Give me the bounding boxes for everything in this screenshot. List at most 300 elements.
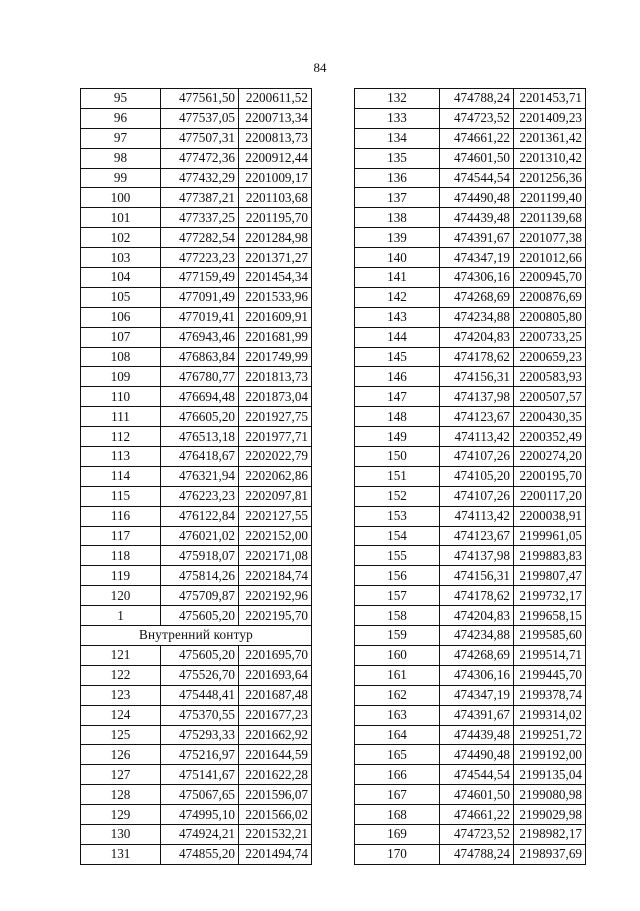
point-number-cell: 165	[355, 745, 440, 765]
y-coordinate-cell: 2199961,05	[514, 526, 586, 546]
point-number-cell: 116	[81, 506, 161, 526]
table-row	[81, 208, 312, 228]
y-coordinate-cell: 2201749,99	[239, 347, 312, 367]
x-coordinate-cell: 477537,05	[161, 108, 239, 128]
x-coordinate-cell: 476223,23	[161, 486, 239, 506]
table-row	[81, 506, 312, 526]
y-coordinate-cell: 2200876,69	[514, 287, 586, 307]
point-number-cell: 161	[355, 665, 440, 685]
point-number-cell: 124	[81, 705, 161, 725]
point-number-cell: 112	[81, 427, 161, 447]
x-coordinate-cell: 475141,67	[161, 765, 239, 785]
point-number-cell: 107	[81, 327, 161, 347]
x-coordinate-cell: 475067,65	[161, 785, 239, 805]
point-number-cell: 105	[81, 287, 161, 307]
point-number-cell: 128	[81, 785, 161, 805]
table-row	[81, 606, 312, 626]
x-coordinate-cell: 474123,67	[440, 407, 514, 427]
x-coordinate-cell: 474178,62	[440, 347, 514, 367]
y-coordinate-cell: 2200659,23	[514, 347, 586, 367]
table-row	[81, 824, 312, 844]
x-coordinate-cell: 475709,87	[161, 586, 239, 606]
x-coordinate-cell: 474601,50	[440, 785, 514, 805]
y-coordinate-cell: 2201256,36	[514, 168, 586, 188]
x-coordinate-cell: 476863,84	[161, 347, 239, 367]
y-coordinate-cell: 2202171,08	[239, 546, 312, 566]
point-number-cell: 132	[355, 89, 440, 109]
table-row	[81, 128, 312, 148]
y-coordinate-cell: 2201609,91	[239, 307, 312, 327]
point-number-cell: 166	[355, 765, 440, 785]
x-coordinate-cell: 474661,22	[440, 128, 514, 148]
y-coordinate-cell: 2202152,00	[239, 526, 312, 546]
y-coordinate-cell: 2201195,70	[239, 208, 312, 228]
y-coordinate-cell: 2201681,99	[239, 327, 312, 347]
table-row	[81, 407, 312, 427]
point-number-cell: 164	[355, 725, 440, 745]
point-number-cell: 141	[355, 268, 440, 288]
y-coordinate-cell: 2201012,66	[514, 248, 586, 268]
table-row	[81, 805, 312, 825]
table-row	[355, 785, 586, 805]
point-number-cell: 121	[81, 645, 161, 665]
x-coordinate-cell: 475370,55	[161, 705, 239, 725]
table-row	[81, 268, 312, 288]
y-coordinate-cell: 2200713,34	[239, 108, 312, 128]
point-number-cell: 122	[81, 665, 161, 685]
table-row	[355, 685, 586, 705]
point-number-cell: 100	[81, 188, 161, 208]
point-number-cell: 135	[355, 148, 440, 168]
y-coordinate-cell: 2199658,15	[514, 606, 586, 626]
x-coordinate-cell: 474661,22	[440, 805, 514, 825]
table-row	[355, 526, 586, 546]
point-number-cell: 1	[81, 606, 161, 626]
y-coordinate-cell: 2199251,72	[514, 725, 586, 745]
point-number-cell: 160	[355, 645, 440, 665]
x-coordinate-cell: 476605,20	[161, 407, 239, 427]
x-coordinate-cell: 477159,49	[161, 268, 239, 288]
x-coordinate-cell: 477091,49	[161, 287, 239, 307]
table-row	[355, 506, 586, 526]
x-coordinate-cell: 475605,20	[161, 645, 239, 665]
y-coordinate-cell: 2199585,60	[514, 626, 586, 646]
table-row	[81, 427, 312, 447]
table-row	[81, 307, 312, 327]
point-number-cell: 133	[355, 108, 440, 128]
point-number-cell: 167	[355, 785, 440, 805]
table-row	[355, 248, 586, 268]
y-coordinate-cell: 2201454,34	[239, 268, 312, 288]
point-number-cell: 159	[355, 626, 440, 646]
x-coordinate-cell: 477507,31	[161, 128, 239, 148]
x-coordinate-cell: 477561,50	[161, 89, 239, 109]
x-coordinate-cell: 474490,48	[440, 745, 514, 765]
y-coordinate-cell: 2198937,69	[514, 844, 586, 864]
x-coordinate-cell: 474788,24	[440, 844, 514, 864]
x-coordinate-cell: 474601,50	[440, 148, 514, 168]
y-coordinate-cell: 2201695,70	[239, 645, 312, 665]
table-row	[355, 665, 586, 685]
y-coordinate-cell: 2200117,20	[514, 486, 586, 506]
point-number-cell: 98	[81, 148, 161, 168]
point-number-cell: 154	[355, 526, 440, 546]
x-coordinate-cell: 474105,20	[440, 466, 514, 486]
point-number-cell: 148	[355, 407, 440, 427]
point-number-cell: 144	[355, 327, 440, 347]
x-coordinate-cell: 477019,41	[161, 307, 239, 327]
x-coordinate-cell: 474788,24	[440, 89, 514, 109]
table-row	[81, 367, 312, 387]
point-number-cell: 170	[355, 844, 440, 864]
y-coordinate-cell: 2199378,74	[514, 685, 586, 705]
point-number-cell: 113	[81, 447, 161, 467]
point-number-cell: 143	[355, 307, 440, 327]
x-coordinate-cell: 476780,77	[161, 367, 239, 387]
table-row	[81, 108, 312, 128]
x-coordinate-cell: 476694,48	[161, 387, 239, 407]
x-coordinate-cell: 474107,26	[440, 486, 514, 506]
point-number-cell: 115	[81, 486, 161, 506]
table-row	[355, 606, 586, 626]
point-number-cell: 126	[81, 745, 161, 765]
table-row	[81, 645, 312, 665]
table-row	[81, 327, 312, 347]
y-coordinate-cell: 2201284,98	[239, 228, 312, 248]
x-coordinate-cell: 475216,97	[161, 745, 239, 765]
x-coordinate-cell: 474178,62	[440, 586, 514, 606]
y-coordinate-cell: 2201361,42	[514, 128, 586, 148]
y-coordinate-cell: 2201494,74	[239, 844, 312, 864]
point-number-cell: 129	[81, 805, 161, 825]
point-number-cell: 120	[81, 586, 161, 606]
point-number-cell: 142	[355, 287, 440, 307]
point-number-cell: 163	[355, 705, 440, 725]
y-coordinate-cell: 2201077,38	[514, 228, 586, 248]
x-coordinate-cell: 474544,54	[440, 168, 514, 188]
point-number-cell: 134	[355, 128, 440, 148]
y-coordinate-cell: 2202062,86	[239, 466, 312, 486]
y-coordinate-cell: 2200805,80	[514, 307, 586, 327]
point-number-cell: 136	[355, 168, 440, 188]
table-row	[355, 168, 586, 188]
table-row	[355, 367, 586, 387]
page-number: 84	[313, 60, 327, 75]
y-coordinate-cell: 2201622,28	[239, 765, 312, 785]
table-row	[355, 148, 586, 168]
x-coordinate-cell: 474391,67	[440, 705, 514, 725]
section-title: Внутренний контур	[81, 626, 312, 646]
x-coordinate-cell: 474268,69	[440, 645, 514, 665]
y-coordinate-cell: 2199314,02	[514, 705, 586, 725]
table-row	[355, 307, 586, 327]
x-coordinate-cell: 475918,07	[161, 546, 239, 566]
y-coordinate-cell: 2202184,74	[239, 566, 312, 586]
y-coordinate-cell: 2202127,55	[239, 506, 312, 526]
y-coordinate-cell: 2200611,52	[239, 89, 312, 109]
table-row	[81, 466, 312, 486]
y-coordinate-cell: 2200583,93	[514, 367, 586, 387]
point-number-cell: 130	[81, 824, 161, 844]
coordinates-table-left-body	[81, 89, 312, 865]
point-number-cell: 140	[355, 248, 440, 268]
x-coordinate-cell: 476943,46	[161, 327, 239, 347]
y-coordinate-cell: 2201687,48	[239, 685, 312, 705]
x-coordinate-cell: 474439,48	[440, 208, 514, 228]
table-row	[355, 824, 586, 844]
point-number-cell: 99	[81, 168, 161, 188]
table-row	[81, 387, 312, 407]
y-coordinate-cell: 2201677,23	[239, 705, 312, 725]
table-row	[355, 546, 586, 566]
point-number-cell: 125	[81, 725, 161, 745]
table-row	[355, 765, 586, 785]
x-coordinate-cell: 474347,19	[440, 685, 514, 705]
table-row	[81, 725, 312, 745]
point-number-cell: 118	[81, 546, 161, 566]
table-row	[355, 407, 586, 427]
point-number-cell: 137	[355, 188, 440, 208]
y-coordinate-cell: 2198982,17	[514, 824, 586, 844]
x-coordinate-cell: 474439,48	[440, 725, 514, 745]
x-coordinate-cell: 474347,19	[440, 248, 514, 268]
point-number-cell: 169	[355, 824, 440, 844]
table-row	[81, 705, 312, 725]
x-coordinate-cell: 474544,54	[440, 765, 514, 785]
x-coordinate-cell: 474204,83	[440, 606, 514, 626]
x-coordinate-cell: 474204,83	[440, 327, 514, 347]
table-row	[355, 745, 586, 765]
x-coordinate-cell: 474490,48	[440, 188, 514, 208]
table-row	[355, 447, 586, 467]
table-row	[355, 128, 586, 148]
x-coordinate-cell: 475526,70	[161, 665, 239, 685]
x-coordinate-cell: 477282,54	[161, 228, 239, 248]
x-coordinate-cell: 474268,69	[440, 287, 514, 307]
x-coordinate-cell: 474113,42	[440, 427, 514, 447]
y-coordinate-cell: 2201644,59	[239, 745, 312, 765]
table-row	[355, 626, 586, 646]
y-coordinate-cell: 2202022,79	[239, 447, 312, 467]
point-number-cell: 101	[81, 208, 161, 228]
point-number-cell: 103	[81, 248, 161, 268]
point-number-cell: 96	[81, 108, 161, 128]
coordinates-table-right	[354, 88, 586, 865]
point-number-cell: 158	[355, 606, 440, 626]
table-row	[81, 447, 312, 467]
y-coordinate-cell: 2201662,92	[239, 725, 312, 745]
x-coordinate-cell: 477223,23	[161, 248, 239, 268]
x-coordinate-cell: 477337,25	[161, 208, 239, 228]
table-row	[81, 188, 312, 208]
y-coordinate-cell: 2202192,96	[239, 586, 312, 606]
table-row	[355, 586, 586, 606]
table-row	[355, 287, 586, 307]
y-coordinate-cell: 2201532,21	[239, 824, 312, 844]
y-coordinate-cell: 2201371,27	[239, 248, 312, 268]
table-row	[355, 347, 586, 367]
x-coordinate-cell: 475293,33	[161, 725, 239, 745]
y-coordinate-cell: 2200813,73	[239, 128, 312, 148]
table-row	[355, 268, 586, 288]
y-coordinate-cell: 2199883,83	[514, 546, 586, 566]
y-coordinate-cell: 2200507,57	[514, 387, 586, 407]
y-coordinate-cell: 2199192,00	[514, 745, 586, 765]
y-coordinate-cell: 2201927,75	[239, 407, 312, 427]
point-number-cell: 152	[355, 486, 440, 506]
x-coordinate-cell: 474855,20	[161, 844, 239, 864]
table-row	[81, 148, 312, 168]
y-coordinate-cell: 2201103,68	[239, 188, 312, 208]
point-number-cell: 104	[81, 268, 161, 288]
point-number-cell: 108	[81, 347, 161, 367]
y-coordinate-cell: 2201310,42	[514, 148, 586, 168]
table-row	[81, 546, 312, 566]
table-row	[81, 785, 312, 805]
table-row	[355, 208, 586, 228]
x-coordinate-cell: 474113,42	[440, 506, 514, 526]
x-coordinate-cell: 476418,67	[161, 447, 239, 467]
point-number-cell: 110	[81, 387, 161, 407]
y-coordinate-cell: 2199807,47	[514, 566, 586, 586]
point-number-cell: 153	[355, 506, 440, 526]
table-row	[81, 665, 312, 685]
x-coordinate-cell: 477432,29	[161, 168, 239, 188]
point-number-cell: 114	[81, 466, 161, 486]
table-row	[355, 566, 586, 586]
point-number-cell: 111	[81, 407, 161, 427]
x-coordinate-cell: 474723,52	[440, 824, 514, 844]
table-row	[81, 844, 312, 864]
y-coordinate-cell: 2200352,49	[514, 427, 586, 447]
table-row	[81, 566, 312, 586]
x-coordinate-cell: 474995,10	[161, 805, 239, 825]
x-coordinate-cell: 474306,16	[440, 268, 514, 288]
y-coordinate-cell: 2201199,40	[514, 188, 586, 208]
x-coordinate-cell: 474391,67	[440, 228, 514, 248]
y-coordinate-cell: 2200038,91	[514, 506, 586, 526]
x-coordinate-cell: 474234,88	[440, 307, 514, 327]
point-number-cell: 119	[81, 566, 161, 586]
point-number-cell: 106	[81, 307, 161, 327]
x-coordinate-cell: 475605,20	[161, 606, 239, 626]
x-coordinate-cell: 474137,98	[440, 387, 514, 407]
point-number-cell: 117	[81, 526, 161, 546]
table-row	[81, 586, 312, 606]
table-row	[355, 466, 586, 486]
y-coordinate-cell: 2201977,71	[239, 427, 312, 447]
table-row	[355, 705, 586, 725]
table-row	[355, 844, 586, 864]
x-coordinate-cell: 474156,31	[440, 367, 514, 387]
x-coordinate-cell: 474156,31	[440, 566, 514, 586]
table-row	[81, 347, 312, 367]
y-coordinate-cell: 2200733,25	[514, 327, 586, 347]
table-row	[355, 108, 586, 128]
table-row	[355, 188, 586, 208]
x-coordinate-cell: 476513,18	[161, 427, 239, 447]
table-row	[355, 486, 586, 506]
point-number-cell: 109	[81, 367, 161, 387]
table-row	[355, 645, 586, 665]
point-number-cell: 162	[355, 685, 440, 705]
y-coordinate-cell: 2201873,04	[239, 387, 312, 407]
table-row	[81, 685, 312, 705]
point-number-cell: 156	[355, 566, 440, 586]
point-number-cell: 95	[81, 89, 161, 109]
point-number-cell: 127	[81, 765, 161, 785]
x-coordinate-cell: 475448,41	[161, 685, 239, 705]
y-coordinate-cell: 2202097,81	[239, 486, 312, 506]
y-coordinate-cell: 2199080,98	[514, 785, 586, 805]
table-row	[355, 327, 586, 347]
table-row	[81, 168, 312, 188]
table-row	[81, 89, 312, 109]
y-coordinate-cell: 2201566,02	[239, 805, 312, 825]
x-coordinate-cell: 477472,36	[161, 148, 239, 168]
x-coordinate-cell: 474924,21	[161, 824, 239, 844]
y-coordinate-cell: 2201533,96	[239, 287, 312, 307]
table-row	[355, 725, 586, 745]
point-number-cell: 102	[81, 228, 161, 248]
point-number-cell: 138	[355, 208, 440, 228]
table-row	[355, 387, 586, 407]
y-coordinate-cell: 2199135,04	[514, 765, 586, 785]
y-coordinate-cell: 2200274,20	[514, 447, 586, 467]
coordinates-table-left	[80, 88, 312, 865]
point-number-cell: 149	[355, 427, 440, 447]
x-coordinate-cell: 476122,84	[161, 506, 239, 526]
table-row	[355, 805, 586, 825]
table-row	[355, 89, 586, 109]
point-number-cell: 157	[355, 586, 440, 606]
point-number-cell: 151	[355, 466, 440, 486]
point-number-cell: 155	[355, 546, 440, 566]
y-coordinate-cell: 2201409,23	[514, 108, 586, 128]
x-coordinate-cell: 474137,98	[440, 546, 514, 566]
point-number-cell: 123	[81, 685, 161, 705]
point-number-cell: 131	[81, 844, 161, 864]
y-coordinate-cell: 2202195,70	[239, 606, 312, 626]
x-coordinate-cell: 476021,02	[161, 526, 239, 546]
point-number-cell: 145	[355, 347, 440, 367]
y-coordinate-cell: 2201596,07	[239, 785, 312, 805]
table-row	[355, 427, 586, 447]
section-header-row	[81, 626, 312, 646]
x-coordinate-cell: 474107,26	[440, 447, 514, 467]
table-row	[81, 765, 312, 785]
y-coordinate-cell: 2199732,17	[514, 586, 586, 606]
y-coordinate-cell: 2199029,98	[514, 805, 586, 825]
y-coordinate-cell: 2199514,71	[514, 645, 586, 665]
point-number-cell: 97	[81, 128, 161, 148]
x-coordinate-cell: 475814,26	[161, 566, 239, 586]
x-coordinate-cell: 474123,67	[440, 526, 514, 546]
table-row	[355, 228, 586, 248]
y-coordinate-cell: 2201813,73	[239, 367, 312, 387]
table-row	[81, 526, 312, 546]
y-coordinate-cell: 2200945,70	[514, 268, 586, 288]
x-coordinate-cell: 474306,16	[440, 665, 514, 685]
table-row	[81, 486, 312, 506]
x-coordinate-cell: 474234,88	[440, 626, 514, 646]
table-row	[81, 745, 312, 765]
y-coordinate-cell: 2201139,68	[514, 208, 586, 228]
y-coordinate-cell: 2201009,17	[239, 168, 312, 188]
table-row	[81, 228, 312, 248]
y-coordinate-cell: 2201453,71	[514, 89, 586, 109]
x-coordinate-cell: 474723,52	[440, 108, 514, 128]
